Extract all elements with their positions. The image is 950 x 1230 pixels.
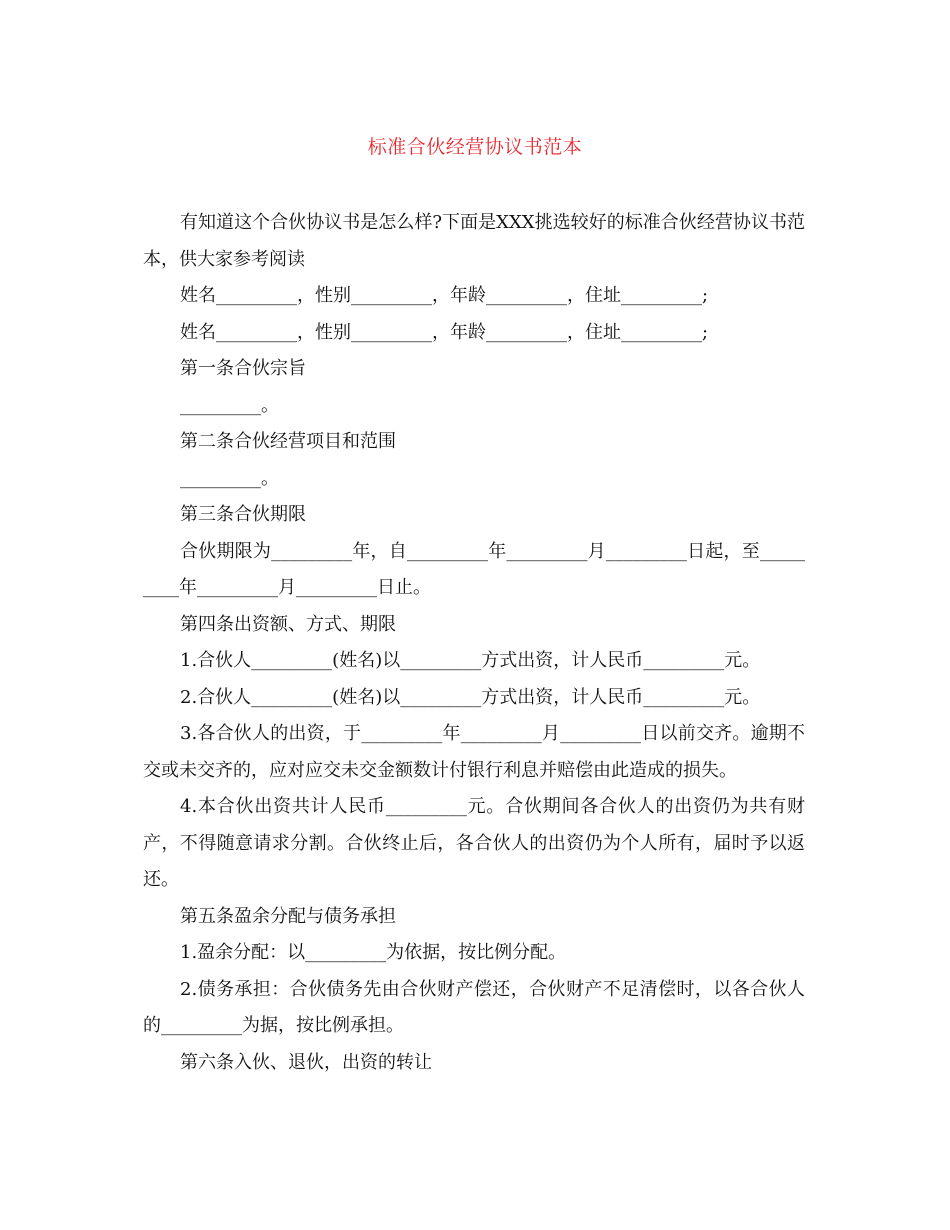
article-4-item-1: 1.合伙人_________(姓名)以_________方式出资，计人民币_________元。 (180, 650, 761, 671)
party-line-2: 姓名_________，性别_________，年龄_________，住址_________; (180, 321, 709, 343)
article-5-heading: 第五条盈余分配与债务承担 (180, 905, 396, 927)
article-6-heading: 第六条入伙、退伙，出资的转让 (180, 1051, 432, 1073)
article-2-content: _________。 (180, 467, 279, 489)
article-5-item-2: 2.债务承担：合伙债务先由合伙财产偿还，合伙财产不足清偿时，以各合伙人的_________为据，按比例承担。 (143, 978, 805, 1036)
article-4-item-4: 4.本合伙出资共计人民币_________元。合伙期间各合伙人的出资仍为共有财产，不得随意请求分割。合伙终止后，各合伙人的出资仍为个人所有，届时予以返还。 (143, 796, 805, 890)
article-1-content: _________。 (180, 394, 279, 416)
document-title: 标准合伙经营协议书范本 (367, 136, 583, 158)
article-4-heading: 第四条出资额、方式、期限 (180, 613, 396, 635)
article-2-heading: 第二条合伙经营项目和范围 (180, 431, 396, 452)
intro-paragraph: 有知道这个合伙协议书是怎么样?下面是XXX挑选较好的标准合伙经营协议书范本，供大家参考阅读 (143, 212, 805, 270)
article-3-content: 合伙期限为_________年，自_________年_________月_________日起，至_________年_________月_________日止。 (143, 540, 805, 598)
document-body (143, 205, 805, 1081)
article-4-item-2: 2.合伙人_________(姓名)以_________方式出资，计人民币_________元。 (180, 686, 761, 708)
article-4-item-3: 3.各合伙人的出资，于_________年_________月_________日以前交齐。逾期不交或未交齐的，应对应交未交金额数计付银行利息并赔偿由此造成的损失。 (143, 723, 805, 781)
article-3-heading: 第三条合伙期限 (180, 504, 306, 525)
article-5-item-1: 1.盈余分配：以_________为依据，按比例分配。 (180, 942, 567, 963)
party-line-1: 姓名_________，性别_________，年龄_________，住址_________; (180, 285, 709, 306)
article-1-heading: 第一条合伙宗旨 (180, 358, 306, 379)
